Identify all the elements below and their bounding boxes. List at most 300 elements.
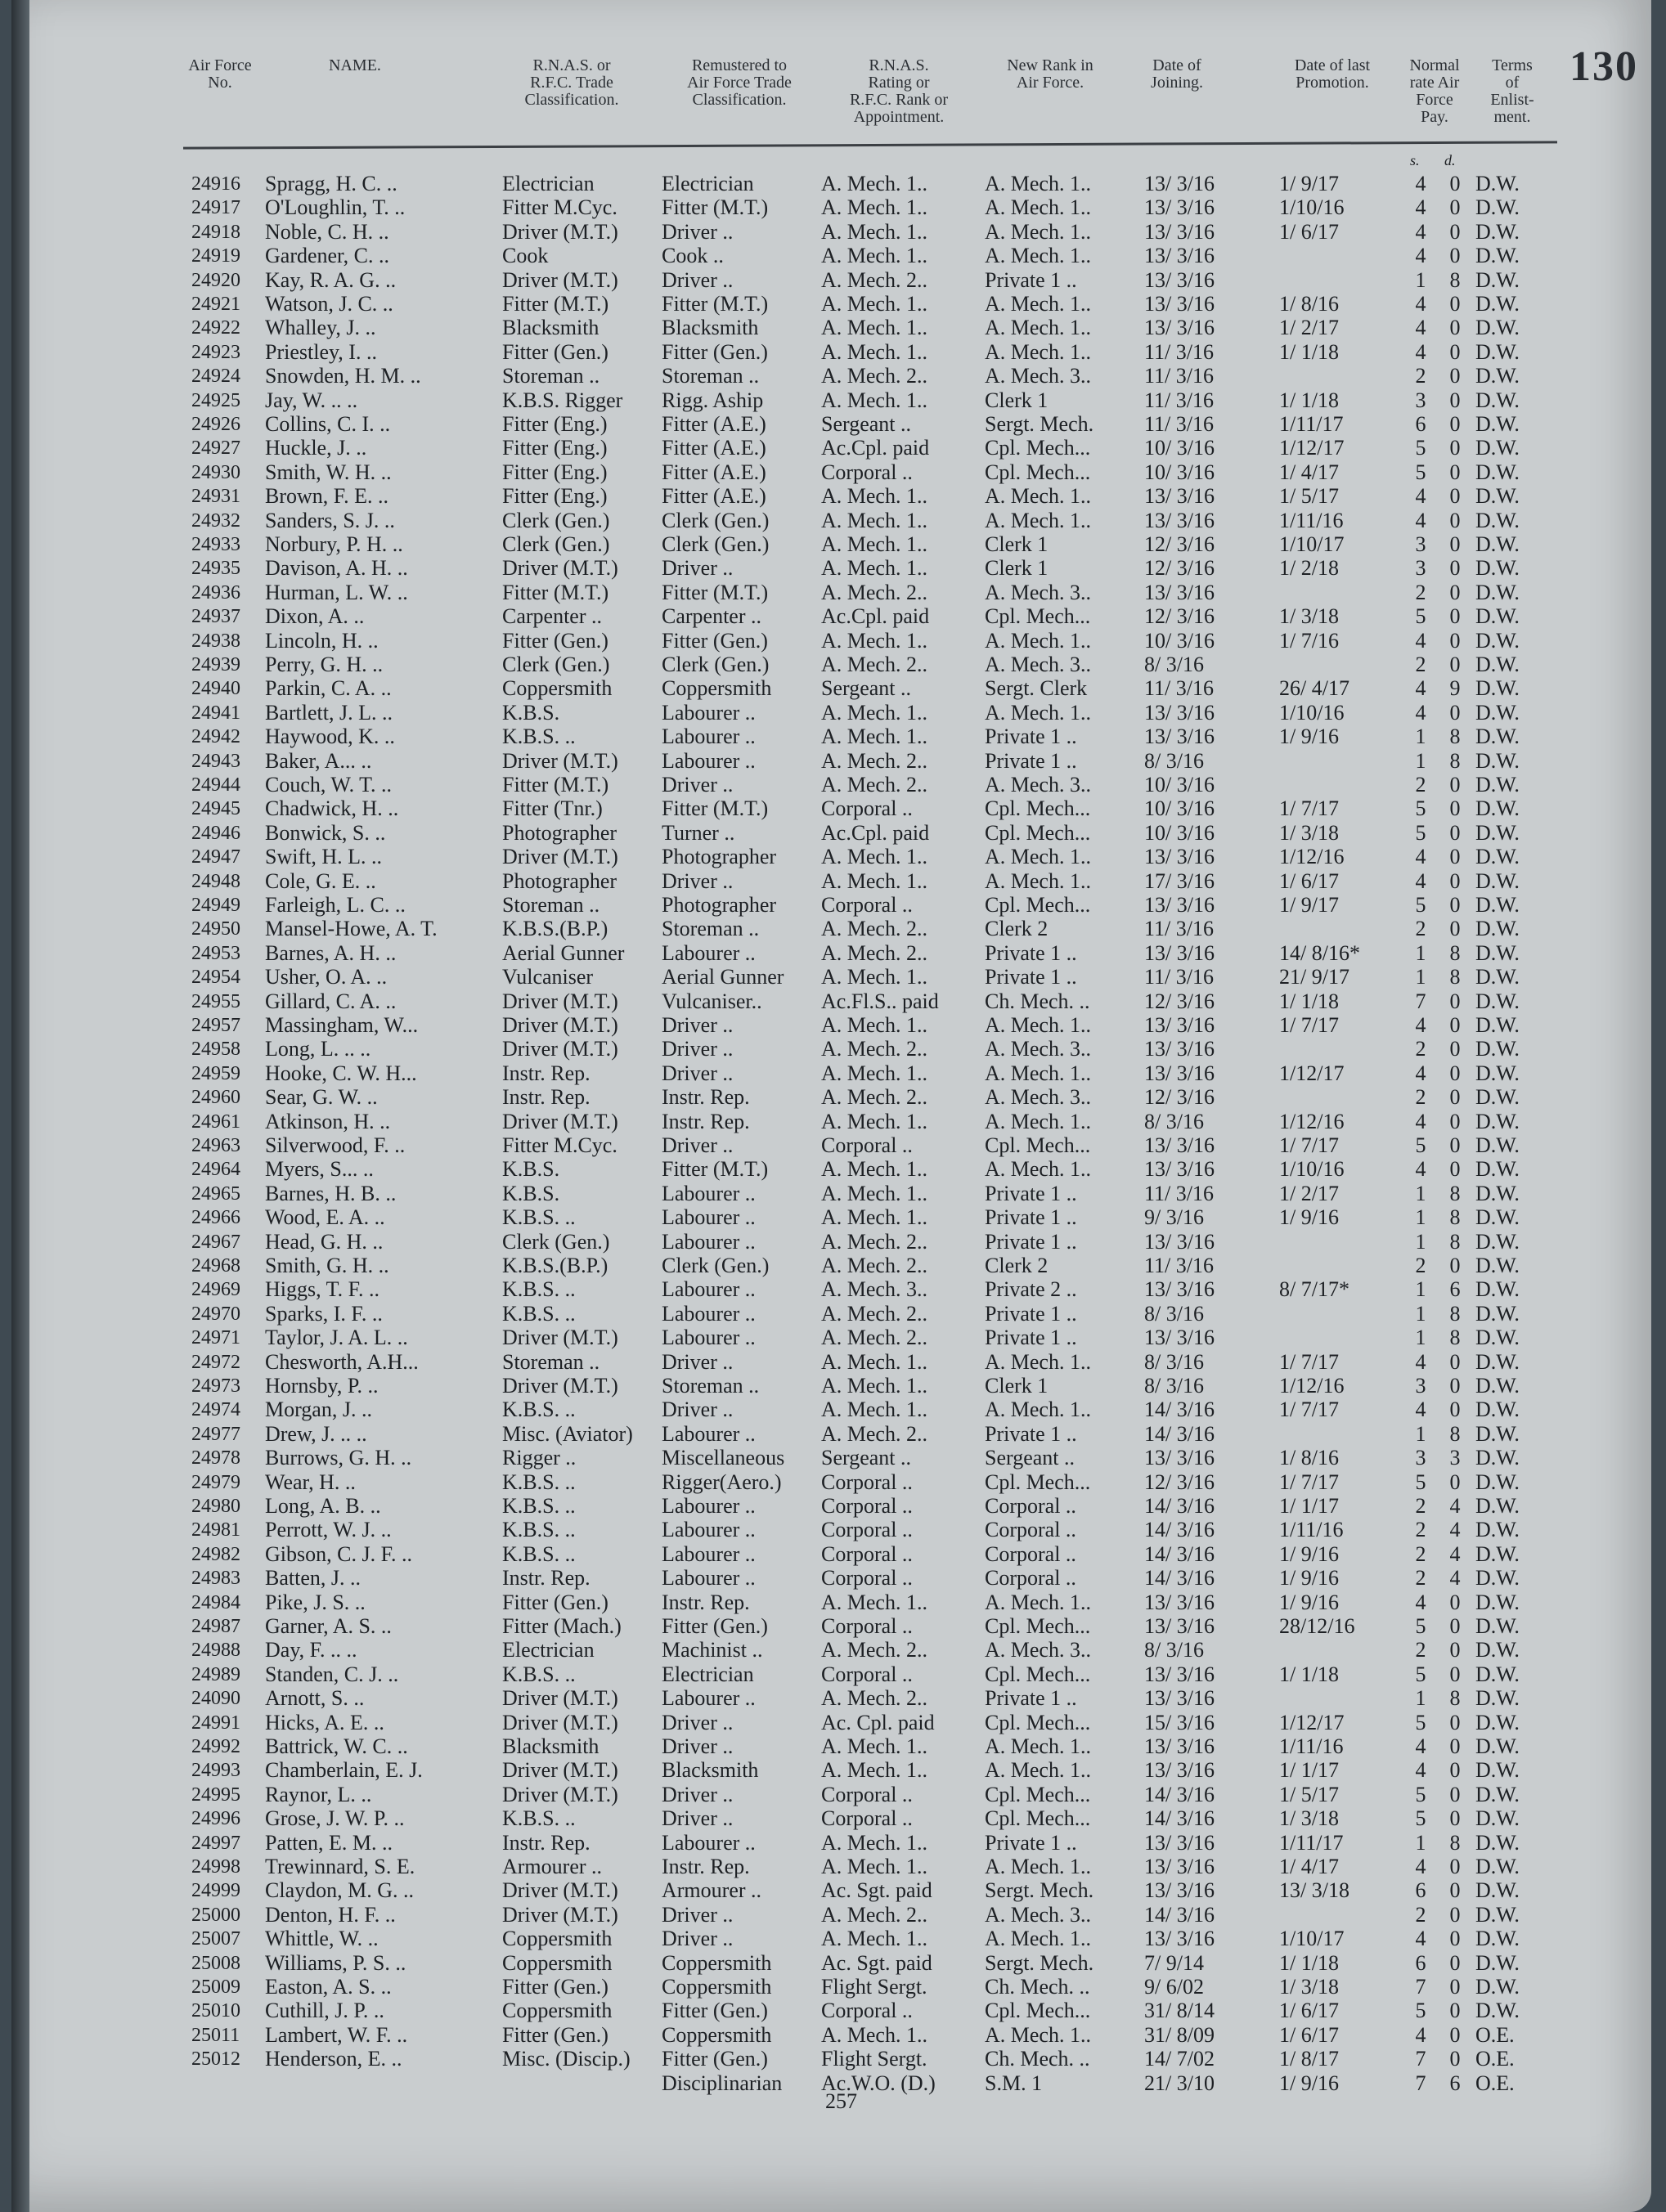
table-row <box>159 1398 1565 1422</box>
table-row <box>159 436 1565 460</box>
cell-rnas-rating: A. Mech. 1.. <box>821 532 927 556</box>
cell-rnas-trade: Armourer .. <box>502 1855 603 1878</box>
cell-terms: D.W. <box>1475 1734 1520 1758</box>
cell-name: Long, A. B. .. <box>265 1494 381 1518</box>
cell-pay-pence: 0 <box>1449 1927 1461 1951</box>
cell-rnas-rating: A. Mech. 1.. <box>821 965 927 989</box>
cell-air-force-no: 24923 <box>191 341 240 363</box>
cell-terms: D.W. <box>1475 820 1520 845</box>
cell-air-force-no: 24945 <box>191 798 240 820</box>
table-row <box>159 1326 1565 1350</box>
cell-pay-shillings: 5 <box>1415 796 1426 821</box>
cell-date-joining: 11/ 3/16 <box>1144 412 1214 436</box>
cell-name: Henderson, E. .. <box>265 2047 402 2071</box>
cell-name: Chadwick, H. .. <box>265 796 399 821</box>
cell-air-force-no: 24937 <box>191 606 240 628</box>
cell-remustered-trade: Miscellaneous <box>662 1446 785 1470</box>
cell-date-joining: 13/ 3/16 <box>1144 195 1215 220</box>
table-row <box>159 1855 1565 1879</box>
cell-air-force-no: 24980 <box>191 1496 240 1517</box>
cell-pay-pence: 0 <box>1449 1349 1461 1374</box>
table-row <box>159 1566 1565 1591</box>
header-terms: Terms of Enlist- ment. <box>1490 56 1534 126</box>
cell-rnas-rating: Corporal .. <box>821 1999 913 2023</box>
cell-new-rank: Private 1 .. <box>985 1181 1077 1205</box>
cell-name: Patten, E. M. .. <box>265 1830 393 1855</box>
table-row <box>159 676 1565 701</box>
cell-rnas-rating: A. Mech. 1.. <box>821 1061 927 1085</box>
cell-rnas-trade: Driver (M.T.) <box>502 1710 618 1734</box>
cell-pay-pence: 0 <box>1449 316 1461 340</box>
cell-name: Mansel-Howe, A. T. <box>265 917 438 941</box>
cell-remustered-trade: Labourer .. <box>662 1518 756 1542</box>
cell-rnas-rating: A. Mech. 1.. <box>821 1398 927 1422</box>
cell-terms: D.W. <box>1475 267 1520 292</box>
cell-pay-pence: 8 <box>1449 267 1461 292</box>
cell-rnas-rating: A. Mech. 1.. <box>821 219 927 244</box>
cell-rnas-rating: Corporal .. <box>821 1518 913 1542</box>
cell-new-rank: A. Mech. 1.. <box>985 508 1091 532</box>
cell-last-promotion: 1/10/16 <box>1279 1157 1345 1182</box>
header-remustered: Remustered to Air Force Trade Classification. <box>687 56 792 109</box>
cell-terms: D.W. <box>1475 773 1520 796</box>
cell-date-joining: 8/ 3/16 <box>1144 1109 1204 1133</box>
cell-last-promotion: 1/ 7/17 <box>1279 1133 1339 1157</box>
cell-terms: D.W. <box>1475 1614 1520 1638</box>
cell-date-joining: 11/ 3/16 <box>1144 339 1214 364</box>
cell-remustered-trade: Turner .. <box>662 820 735 845</box>
cell-air-force-no: 24993 <box>191 1760 240 1782</box>
cell-pay-shillings: 4 <box>1415 508 1426 532</box>
cell-rnas-rating: A. Mech. 1.. <box>821 388 927 412</box>
cell-last-promotion: 1/ 9/16 <box>1279 1205 1339 1230</box>
cell-air-force-no: 25012 <box>191 2048 240 2071</box>
cell-new-rank: A. Mech. 1.. <box>985 1734 1091 1758</box>
cell-name: Cole, G. E. .. <box>265 868 376 893</box>
cell-pay-shillings: 1 <box>1415 1301 1426 1326</box>
table-row <box>159 1494 1565 1519</box>
cell-rnas-trade: K.B.S. <box>502 1157 560 1182</box>
cell-air-force-no: 24996 <box>191 1808 240 1830</box>
cell-rnas-rating: A. Mech. 1.. <box>821 1590 927 1614</box>
cell-pay-pence: 0 <box>1449 484 1461 509</box>
cell-date-joining: 13/ 3/16 <box>1144 1927 1215 1951</box>
cell-name: Smith, W. H. .. <box>265 460 392 484</box>
cell-rnas-rating: A. Mech. 1.. <box>821 1374 927 1398</box>
cell-rnas-rating: A. Mech. 1.. <box>821 1349 927 1374</box>
cell-date-joining: 10/ 3/16 <box>1144 628 1215 653</box>
cell-terms: D.W. <box>1475 1541 1520 1566</box>
cell-pay-pence: 0 <box>1449 1662 1461 1686</box>
cell-name: Chamberlain, E. J. <box>265 1758 423 1783</box>
table-row <box>159 1975 1565 1999</box>
cell-pay-shillings: 4 <box>1415 1109 1426 1133</box>
cell-last-promotion: 1/ 1/17 <box>1279 1494 1339 1518</box>
cell-rnas-rating: A. Mech. 1.. <box>821 172 927 195</box>
cell-last-promotion: 1/11/17 <box>1279 412 1344 436</box>
cell-rnas-trade: Driver (M.T.) <box>502 1686 618 1711</box>
cell-air-force-no: 24991 <box>191 1712 240 1734</box>
cell-pay-shillings: 4 <box>1415 676 1426 701</box>
cell-air-force-no: 24995 <box>191 1784 240 1806</box>
cell-air-force-no: 24959 <box>191 1062 240 1084</box>
cell-rnas-trade: Driver (M.T.) <box>502 1109 618 1133</box>
table-row <box>159 821 1565 846</box>
cell-terms: D.W. <box>1475 1710 1520 1734</box>
table-row <box>159 244 1565 268</box>
cell-name: Dixon, A. .. <box>265 604 365 629</box>
cell-last-promotion: 1/ 1/18 <box>1279 1950 1339 1975</box>
cell-new-rank: A. Mech. 3.. <box>985 1638 1091 1662</box>
cell-name: Hooke, C. W. H... <box>265 1061 417 1085</box>
header-rnas-rating: R.N.A.S. Rating or R.F.C. Rank or Appointment. <box>849 56 949 126</box>
cell-new-rank: Private 1 .. <box>985 1229 1077 1254</box>
cell-rnas-rating: A. Mech. 1.. <box>821 628 927 653</box>
cell-rnas-trade: Electrician <box>502 1638 595 1662</box>
table-row <box>159 1470 1565 1495</box>
cell-remustered-trade: Photographer <box>662 845 777 869</box>
cell-terms: D.W. <box>1475 1902 1520 1927</box>
cell-rnas-rating: Corporal .. <box>821 1133 913 1157</box>
cell-rnas-rating: A. Mech. 2.. <box>821 1085 927 1110</box>
cell-pay-shillings: 2 <box>1415 1518 1426 1542</box>
cell-pay-shillings: 2 <box>1415 1638 1426 1662</box>
cell-air-force-no: 24972 <box>191 1351 240 1373</box>
cell-air-force-no: 24957 <box>191 1015 240 1036</box>
cell-pay-pence: 0 <box>1449 292 1461 316</box>
cell-new-rank: A. Mech. 1.. <box>985 339 1091 364</box>
cell-new-rank: Cpl. Mech... <box>985 460 1091 484</box>
cell-terms: O.E. <box>1475 2071 1515 2095</box>
cell-rnas-rating: Corporal .. <box>821 1469 913 1494</box>
cell-name: Hornsby, P. .. <box>265 1374 379 1398</box>
cell-remustered-trade: Labourer .. <box>662 1541 756 1566</box>
table-row <box>159 1783 1565 1807</box>
cell-rnas-trade: Instr. Rep. <box>502 1566 591 1591</box>
cell-terms: D.W. <box>1475 532 1520 556</box>
cell-pay-pence: 6 <box>1449 2071 1461 2095</box>
cell-pay-shillings: 4 <box>1415 339 1426 364</box>
cell-date-joining: 13/ 3/16 <box>1144 172 1215 195</box>
cell-terms: D.W. <box>1475 1950 1520 1975</box>
cell-name: Myers, S... .. <box>265 1157 374 1182</box>
cell-new-rank: Private 1 .. <box>985 1301 1077 1326</box>
cell-date-joining: 13/ 3/16 <box>1144 1013 1215 1037</box>
cell-pay-shillings: 4 <box>1415 628 1426 653</box>
cell-last-promotion: 1/11/16 <box>1279 508 1344 532</box>
cell-new-rank: A. Mech. 1.. <box>985 1109 1091 1133</box>
cell-air-force-no: 24940 <box>191 678 240 700</box>
cell-name: Burrows, G. H. .. <box>265 1446 412 1470</box>
cell-rnas-rating: A. Mech. 2.. <box>821 364 927 388</box>
table-row <box>159 893 1565 918</box>
cell-rnas-trade: Driver (M.T.) <box>502 1902 618 1927</box>
cell-air-force-no: 24958 <box>191 1039 240 1061</box>
cell-pay-shillings: 2 <box>1415 773 1426 796</box>
cell-rnas-rating: Ac.Cpl. paid <box>821 604 930 629</box>
cell-pay-shillings: 1 <box>1415 1686 1426 1711</box>
cell-pay-shillings: 6 <box>1415 1950 1426 1975</box>
cell-last-promotion: 1/ 6/17 <box>1279 868 1339 893</box>
table-row <box>159 195 1565 220</box>
header-rnas-trade: R.N.A.S. or R.F.C. Trade Classification. <box>524 56 619 109</box>
cell-rnas-trade: Coppersmith <box>502 1927 613 1951</box>
cell-pay-pence: 0 <box>1449 1638 1461 1662</box>
cell-last-promotion: 1/ 9/16 <box>1279 2071 1339 2095</box>
cell-pay-pence: 0 <box>1449 580 1461 604</box>
cell-rnas-rating: A. Mech. 2.. <box>821 1037 927 1061</box>
cell-air-force-no: 24917 <box>191 197 240 219</box>
cell-last-promotion: 1/ 7/17 <box>1279 1013 1339 1037</box>
cell-name: Spragg, H. C. .. <box>265 172 397 195</box>
cell-air-force-no: 24950 <box>191 918 240 940</box>
cell-new-rank: A. Mech. 1.. <box>985 1758 1091 1783</box>
cell-last-promotion: 1/ 1/17 <box>1279 1758 1339 1783</box>
cell-pay-pence: 4 <box>1449 1494 1461 1518</box>
cell-new-rank: Private 1 .. <box>985 1830 1077 1855</box>
cell-new-rank: Clerk 1 <box>985 556 1049 581</box>
cell-rnas-trade: Storeman .. <box>502 1349 600 1374</box>
cell-rnas-trade: Instr. Rep. <box>502 1085 591 1110</box>
cell-remustered-trade: Driver .. <box>662 1013 734 1037</box>
cell-pay-pence: 4 <box>1449 1541 1461 1566</box>
cell-remustered-trade: Labourer .. <box>662 1205 756 1230</box>
cell-terms: D.W. <box>1475 725 1520 749</box>
cell-rnas-rating: A. Mech. 2.. <box>821 1638 927 1662</box>
cell-last-promotion: 1/ 1/18 <box>1279 989 1339 1013</box>
cell-air-force-no: 24960 <box>191 1087 240 1109</box>
cell-rnas-rating: Ac.Cpl. paid <box>821 436 930 460</box>
cell-air-force-no: 24943 <box>191 750 240 772</box>
cell-pay-shillings: 1 <box>1415 965 1426 989</box>
cell-rnas-trade: Electrician <box>502 172 595 195</box>
cell-new-rank: Cpl. Mech... <box>985 604 1091 629</box>
cell-name: Gardener, C. .. <box>265 244 390 268</box>
cell-rnas-rating: Ac.Cpl. paid <box>821 820 930 845</box>
cell-rnas-trade: K.B.S. <box>502 1181 560 1205</box>
cell-air-force-no: 24930 <box>191 461 240 483</box>
cell-new-rank: A. Mech. 3.. <box>985 773 1091 796</box>
header-date-joining: Date of Joining. <box>1151 56 1203 92</box>
cell-last-promotion: 1/11/16 <box>1279 1734 1344 1758</box>
cell-new-rank: Sergt. Mech. <box>985 1878 1094 1903</box>
cell-rnas-rating: A. Mech. 2.. <box>821 580 927 604</box>
cell-name: Atkinson, H. .. <box>265 1109 391 1133</box>
cell-name: Sparks, I. F. .. <box>265 1301 383 1326</box>
table-row <box>159 1542 1565 1567</box>
cell-rnas-trade: Driver (M.T.) <box>502 1374 618 1398</box>
cell-name: Usher, O. A. .. <box>265 965 388 989</box>
table-row <box>159 1831 1565 1855</box>
table-row <box>159 460 1565 485</box>
cell-remustered-trade: Labourer .. <box>662 700 756 725</box>
cell-new-rank: A. Mech. 3.. <box>985 364 1091 388</box>
cell-rnas-rating: A. Mech. 1.. <box>821 316 927 340</box>
cell-air-force-no: 24922 <box>191 317 240 339</box>
cell-new-rank: Private 1 .. <box>985 940 1077 965</box>
cell-pay-pence: 0 <box>1449 412 1461 436</box>
table-row <box>159 1806 1565 1831</box>
cell-pay-pence: 0 <box>1449 219 1461 244</box>
cell-last-promotion: 1/ 8/16 <box>1279 1446 1339 1470</box>
cell-remustered-trade: Driver .. <box>662 1902 734 1927</box>
cell-air-force-no: 24090 <box>191 1688 240 1710</box>
cell-remustered-trade: Clerk (Gen.) <box>662 508 770 532</box>
cell-air-force-no: 24973 <box>191 1375 240 1397</box>
cell-rnas-trade: Fitter (Gen.) <box>502 1975 608 1999</box>
cell-name: Pike, J. S. .. <box>265 1590 366 1614</box>
cell-remustered-trade: Labourer .. <box>662 1326 756 1350</box>
cell-rnas-rating: A. Mech. 2.. <box>821 1686 927 1711</box>
cell-pay-shillings: 5 <box>1415 1133 1426 1157</box>
cell-rnas-trade: Fitter (Gen.) <box>502 628 608 653</box>
cell-last-promotion: 1/ 9/17 <box>1279 893 1339 917</box>
cell-rnas-rating: Corporal .. <box>821 1782 913 1806</box>
cell-date-joining: 13/ 3/16 <box>1144 1061 1215 1085</box>
cell-new-rank: Private 1 .. <box>985 725 1077 749</box>
cell-rnas-rating: Ac. Sgt. paid <box>821 1878 932 1903</box>
cell-terms: D.W. <box>1475 1326 1520 1350</box>
cell-terms: D.W. <box>1475 845 1520 869</box>
cell-rnas-trade: Fitter (Gen.) <box>502 2022 608 2047</box>
cell-rnas-rating: Sergeant .. <box>821 412 911 436</box>
cell-name: Collins, C. I. .. <box>265 412 391 436</box>
cell-new-rank: Clerk 2 <box>985 1254 1049 1277</box>
cell-name: Raynor, L. .. <box>265 1782 372 1806</box>
cell-rnas-rating: A. Mech. 1.. <box>821 508 927 532</box>
folio-number: 257 <box>825 2089 857 2113</box>
cell-terms: D.W. <box>1475 868 1520 893</box>
cell-last-promotion: 1/12/17 <box>1279 1061 1345 1085</box>
cell-date-joining: 12/ 3/16 <box>1144 532 1215 556</box>
cell-rnas-rating: Ac.Fl.S.. paid <box>821 989 939 1013</box>
cell-pay-shillings: 1 <box>1415 1181 1426 1205</box>
cell-terms: D.W. <box>1475 1398 1520 1422</box>
cell-rnas-rating: Corporal .. <box>821 1494 913 1518</box>
cell-pay-pence: 0 <box>1449 868 1461 893</box>
table-row <box>159 1446 1565 1470</box>
cell-pay-pence: 0 <box>1449 1758 1461 1783</box>
cell-terms: D.W. <box>1475 1277 1520 1302</box>
cell-new-rank: Private 1 .. <box>985 267 1077 292</box>
cell-rnas-trade: Fitter (M.T.) <box>502 773 609 796</box>
cell-date-joining: 13/ 3/16 <box>1144 316 1215 340</box>
cell-remustered-trade: Labourer .. <box>662 1277 756 1302</box>
cell-remustered-trade: Clerk (Gen.) <box>662 1254 770 1277</box>
table-row <box>159 509 1565 533</box>
cell-rnas-rating: Sergeant .. <box>821 676 911 701</box>
table-row <box>159 1230 1565 1254</box>
cell-new-rank: Private 1 .. <box>985 965 1077 989</box>
cell-date-joining: 11/ 3/16 <box>1144 364 1214 388</box>
cell-rnas-trade: Driver (M.T.) <box>502 267 618 292</box>
cell-new-rank: A. Mech. 1.. <box>985 219 1091 244</box>
cell-pay-shillings: 7 <box>1415 989 1426 1013</box>
cell-remustered-trade: Driver .. <box>662 1927 734 1951</box>
cell-remustered-trade: Driver .. <box>662 773 734 796</box>
cell-terms: D.W. <box>1475 1133 1520 1157</box>
cell-air-force-no: 24965 <box>191 1182 240 1205</box>
cell-date-joining: 14/ 3/16 <box>1144 1806 1215 1831</box>
cell-pay-pence: 0 <box>1449 436 1461 460</box>
cell-pay-pence: 0 <box>1449 532 1461 556</box>
cell-rnas-trade: Fitter (Gen.) <box>502 1590 608 1614</box>
cell-date-joining: 13/ 3/16 <box>1144 244 1215 268</box>
cell-air-force-no: 24933 <box>191 534 240 555</box>
table-row <box>159 1037 1565 1061</box>
cell-terms: D.W. <box>1475 796 1520 821</box>
cell-name: Barnes, A. H. .. <box>265 940 397 965</box>
table-row <box>159 629 1565 653</box>
cell-rnas-rating: A. Mech. 1.. <box>821 1205 927 1230</box>
cell-air-force-no: 24938 <box>191 630 240 652</box>
cell-last-promotion: 1/ 9/16 <box>1279 1590 1339 1614</box>
cell-air-force-no: 25008 <box>191 1952 240 1974</box>
cell-remustered-trade: Labourer .. <box>662 725 756 749</box>
cell-date-joining: 9/ 6/02 <box>1144 1975 1204 1999</box>
cell-date-joining: 14/ 3/16 <box>1144 1782 1215 1806</box>
cell-new-rank: A. Mech. 3.. <box>985 580 1091 604</box>
cell-name: Perry, G. H. .. <box>265 653 384 676</box>
cell-name: Taylor, J. A. L. .. <box>265 1326 408 1350</box>
cell-pay-shillings: 2 <box>1415 1494 1426 1518</box>
cell-remustered-trade: Instr. Rep. <box>662 1109 750 1133</box>
cell-remustered-trade: Driver .. <box>662 1734 734 1758</box>
cell-new-rank: A. Mech. 1.. <box>985 1855 1091 1878</box>
cell-rnas-rating: A. Mech. 2.. <box>821 1301 927 1326</box>
cell-date-joining: 12/ 3/16 <box>1144 556 1215 581</box>
cell-air-force-no: 24946 <box>191 822 240 844</box>
header-normal-rate: Normal rate Air Force Pay. <box>1409 56 1460 126</box>
cell-pay-shillings: 4 <box>1415 1157 1426 1182</box>
cell-pay-shillings: 4 <box>1415 845 1426 869</box>
cell-pay-shillings: 4 <box>1415 244 1426 268</box>
cell-pay-pence: 8 <box>1449 1830 1461 1855</box>
table-row <box>159 1085 1565 1110</box>
cell-rnas-rating: A. Mech. 1.. <box>821 1830 927 1855</box>
cell-new-rank: A. Mech. 1.. <box>985 292 1091 316</box>
cell-rnas-trade: Coppersmith <box>502 1950 613 1975</box>
cell-last-promotion: 1/ 7/17 <box>1279 1349 1339 1374</box>
cell-new-rank: A. Mech. 1.. <box>985 195 1091 220</box>
cell-pay-shillings: 2 <box>1415 1902 1426 1927</box>
cell-air-force-no: 25009 <box>191 1976 240 1998</box>
cell-date-joining: 12/ 3/16 <box>1144 604 1215 629</box>
cell-rnas-rating: A. Mech. 2.. <box>821 653 927 676</box>
cell-rnas-trade: Driver (M.T.) <box>502 556 618 581</box>
cell-terms: D.W. <box>1475 1085 1520 1110</box>
cell-rnas-trade: Cook <box>502 244 549 268</box>
cell-pay-pence: 0 <box>1449 195 1461 220</box>
cell-last-promotion: 1/ 8/17 <box>1279 2047 1339 2071</box>
cell-air-force-no: 24984 <box>191 1591 240 1613</box>
cell-air-force-no: 24987 <box>191 1616 240 1637</box>
cell-pay-shillings: 5 <box>1415 1710 1426 1734</box>
cell-terms: D.W. <box>1475 700 1520 725</box>
cell-air-force-no: 25010 <box>191 2000 240 2022</box>
cell-remustered-trade: Labourer .. <box>662 1830 756 1855</box>
cell-remustered-trade: Fitter (M.T.) <box>662 1157 769 1182</box>
cell-new-rank: A. Mech. 1.. <box>985 484 1091 509</box>
cell-pay-pence: 0 <box>1449 1902 1461 1927</box>
cell-remustered-trade: Fitter (Gen.) <box>662 628 768 653</box>
table-row <box>159 1157 1565 1182</box>
cell-terms: D.W. <box>1475 1494 1520 1518</box>
cell-pay-shillings: 5 <box>1415 893 1426 917</box>
table-row <box>159 1734 1565 1759</box>
cell-terms: D.W. <box>1475 292 1520 316</box>
cell-terms: D.W. <box>1475 1518 1520 1542</box>
